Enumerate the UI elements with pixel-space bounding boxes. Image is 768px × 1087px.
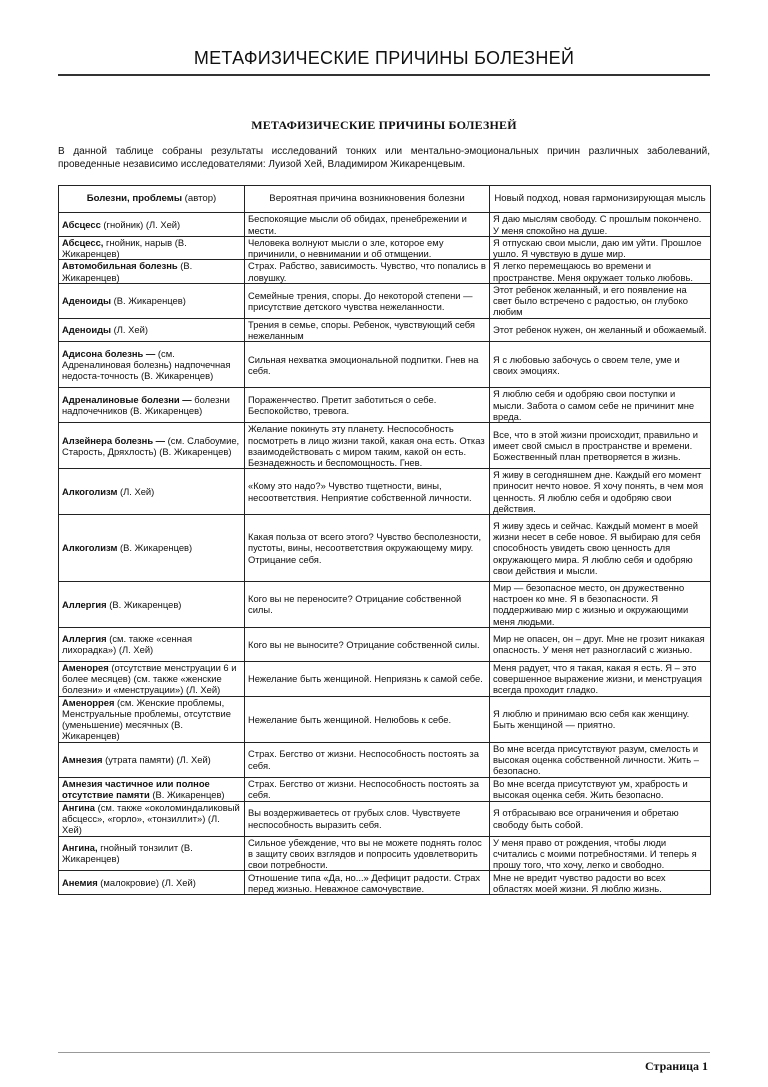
new-thought-cell: Мир — безопасное место, он дружественно настроен ко мне. Я в безопасности. Я поддерживаю мир с жизнью и окружающими меня людьми. xyxy=(490,582,711,628)
disease-name: Ангина xyxy=(62,801,95,813)
disease-name: Аденоиды xyxy=(62,295,112,307)
disease-cell xyxy=(59,777,245,801)
table-row xyxy=(59,582,711,628)
table-row xyxy=(59,237,711,260)
disease-author: (Л. Хей) xyxy=(111,324,148,336)
new-thought-cell: Мне не вредит чувство радости во всех областях моей жизни. Я люблю жизнь. xyxy=(490,871,711,895)
page-number: Страница 1 xyxy=(645,1059,708,1073)
cause-cell: Сильное убеждение, что вы не можете поднять голос в защиту своих взглядов и попросить удовлетворить свои потребности. xyxy=(245,836,490,871)
table-row xyxy=(59,801,711,836)
disease-author: (см. Женские проблемы, Менструальные проблемы, отсутствие (уменьшение) месячных (В. Жикаренцев) xyxy=(62,696,231,742)
intro-paragraph: В данной таблице собраны результаты исследований тонких или ментально-эмоциональных причин различных заболеваний, проведенные независимо исследователями: Луизой Хей, Владимиром Жикаренцевым. xyxy=(58,146,710,170)
disease-cell xyxy=(59,423,245,469)
disease-name: Аменорея xyxy=(62,662,109,674)
new-thought-cell: Этот ребенок нужен, он желанный и обожаемый. xyxy=(490,318,711,341)
table-row xyxy=(59,318,711,341)
new-thought-cell: Все, что в этой жизни происходит, правильно и имеет свой смысл в пространстве и времени. Божественный план претворяется в жизнь. xyxy=(490,423,711,469)
disease-cell xyxy=(59,260,245,283)
table-row xyxy=(59,469,711,515)
new-thought-cell: Во мне всегда присутствуют ум, храбрость и высокая оценка себя. Жить безопасно. xyxy=(490,777,711,801)
disease-author: (В. Жикаренцев) xyxy=(62,260,193,283)
disease-cell xyxy=(59,388,245,423)
new-thought-cell: Я люблю себя и одобряю свои поступки и мысли. Забота о самом себе не причинит мне вреда. xyxy=(490,388,711,423)
disease-name: Аденоиды xyxy=(62,324,112,336)
cause-cell: Страх. Бегство от жизни. Неспособность постоять за себя. xyxy=(245,777,490,801)
disease-cell xyxy=(59,342,245,388)
header-cause: Вероятная причина возникновения болезни xyxy=(245,186,490,213)
disease-author: гнойник, нарыв (В. Жикаренцев) xyxy=(62,237,187,260)
disease-cell xyxy=(59,871,245,895)
table-row xyxy=(59,515,711,582)
table-row xyxy=(59,742,711,777)
header-diseases-rest: (автор) xyxy=(182,193,217,205)
table-row xyxy=(59,871,711,895)
disease-cell xyxy=(59,801,245,836)
disease-name: Аменоррея xyxy=(62,696,115,708)
table-row xyxy=(59,213,711,237)
disease-author: (В. Жикаренцев) xyxy=(106,598,182,610)
cause-cell: Беспокоящие мысли об обидах, пренебрежении и мести. xyxy=(245,213,490,237)
disease-cell xyxy=(59,627,245,661)
disease-name: Аллергия xyxy=(62,598,107,610)
new-thought-cell: Меня радует, что я такая, какая я есть. Я – это совершенное выражение жизни, и менструация всегда проходит гладко. xyxy=(490,661,711,696)
table-row xyxy=(59,777,711,801)
table-row xyxy=(59,260,711,283)
disease-author: (В. Жикаренцев) xyxy=(149,789,225,801)
cause-cell: Желание покинуть эту планету. Неспособность посмотреть в лицо жизни такой, какая она есть. Отказ взаимодействовать с миром таким, какой он есть. Безнадежность и беспомощность. Гнев. xyxy=(245,423,490,469)
new-thought-cell: Я живу здесь и сейчас. Каждый момент в моей жизни несет в себе новое. Я выбираю для себя способность увидеть свою ценность для окружающего мира. Я люблю себя и одобряю свои действия и мысли. xyxy=(490,515,711,582)
header-diseases-bold: Болезни, проблемы xyxy=(86,193,183,205)
disease-cell xyxy=(59,661,245,696)
disease-name: Адреналиновые болезни — xyxy=(62,394,192,406)
disease-name: Анемия xyxy=(62,877,98,889)
table-row xyxy=(59,836,711,871)
new-thought-cell: Я отпускаю свои мысли, даю им уйти. Прошлое ушло. Я чувствую в душе мир. xyxy=(490,237,711,260)
cause-cell: «Кому это надо?» Чувство тщетности, вины, несоответствия. Неприятие собственной личности. xyxy=(245,469,490,515)
table-row xyxy=(59,661,711,696)
disease-author: (малокровие) (Л. Хей) xyxy=(97,877,196,889)
disease-cell xyxy=(59,469,245,515)
cause-cell: Человека волнуют мысли о зле, которое ему причинили, о невнимании и об отмщении. xyxy=(245,237,490,260)
new-thought-cell: Я живу в сегодняшнем дне. Каждый его момент приносит нечто новое. Я хочу понять, в чем моя ценность. Я люблю себя и одобряю свои действия. xyxy=(490,469,711,515)
header-new-thought: Новый подход, новая гармонизирующая мысль xyxy=(490,186,711,213)
table-row xyxy=(59,423,711,469)
header-rule xyxy=(58,74,710,76)
cause-cell: Пораженчество. Претит заботиться о себе. Беспокойство, тревога. xyxy=(245,388,490,423)
cause-cell: Вы воздерживаетесь от грубых слов. Чувствуете неспособность выразить себя. xyxy=(245,801,490,836)
cause-cell: Нежелание быть женщиной. Неприязнь к самой себе. xyxy=(245,661,490,696)
disease-name: Абсцесс xyxy=(62,218,101,230)
disease-author: (Л. Хей) xyxy=(117,486,155,498)
cause-cell: Сильная нехватка эмоциональной подпитки. Гнев на себя. xyxy=(245,342,490,388)
footer-rule xyxy=(58,1052,710,1053)
disease-author: гнойный тонзилит (В. Жикаренцев) xyxy=(62,842,193,865)
disease-name: Алзейнера болезнь — xyxy=(62,434,166,446)
diseases-table xyxy=(58,185,711,895)
table-row xyxy=(59,696,711,742)
disease-author: (В. Жикаренцев) xyxy=(117,542,193,554)
disease-cell xyxy=(59,515,245,582)
cause-cell: Кого вы не выносите? Отрицание собственной силы. xyxy=(245,627,490,661)
disease-name: Абсцесс, xyxy=(62,237,104,248)
new-thought-cell: У меня право от рождения, чтобы люди считались с моими потребностями. И теперь я прошу того, что хочу, легко и свободно. xyxy=(490,836,711,871)
disease-author: (см. также «околоминдаликовый абсцесс», «горло», «тонзиллит») (Л. Хей) xyxy=(62,801,240,836)
disease-cell xyxy=(59,213,245,237)
disease-cell xyxy=(59,836,245,871)
cause-cell: Страх. Рабство, зависимость. Чувство, что попались в ловушку. xyxy=(245,260,490,283)
new-thought-cell: Этот ребенок желанный, и его появление на свет было встречено с радостью, он глубоко любим xyxy=(490,283,711,318)
disease-author: (утрата памяти) (Л. Хей) xyxy=(102,754,211,766)
disease-author: (В. Жикаренцев) xyxy=(111,295,186,307)
disease-author: (гнойник) (Л. Хей) xyxy=(100,218,181,230)
cause-cell: Трения в семье, споры. Ребенок, чувствующий себя нежеланным xyxy=(245,318,490,341)
disease-name: Амнезия xyxy=(62,754,103,766)
page-header: МЕТАФИЗИЧЕСКИЕ ПРИЧИНЫ БОЛЕЗНЕЙ xyxy=(193,48,575,68)
new-thought-cell: Во мне всегда присутствуют разум, смелость и высокая оценка собственной личности. Жить – безопасно. xyxy=(490,742,711,777)
cause-cell: Семейные трения, споры. До некоторой степени — присутствие детского чувства нежеланности. xyxy=(245,283,490,318)
new-thought-cell: Я легко перемещаюсь во времени и пространстве. Меня окружает только любовь. xyxy=(490,260,711,283)
disease-cell xyxy=(59,742,245,777)
header-diseases xyxy=(59,186,245,213)
disease-name: Амнезия частичное или полное отсутствие памяти xyxy=(62,777,210,801)
new-thought-cell: Я с любовью забочусь о своем теле, уме и своих эмоциях. xyxy=(490,342,711,388)
disease-author: (см. Слабоумие, Старость, Дряхлость) (В. Жикаренцев) xyxy=(62,434,240,457)
disease-cell xyxy=(59,237,245,260)
table-header-row xyxy=(59,186,711,213)
new-thought-cell: Мир не опасен, он – друг. Мне не грозит никакая опасность. У меня нет разногласий с жизнью. xyxy=(490,627,711,661)
cause-cell: Страх. Бегство от жизни. Неспособность постоять за себя. xyxy=(245,742,490,777)
disease-author: (отсутствие менструации 6 и более месяцев) (см. также «женские болезни» и «менструации») (Л. Хей) xyxy=(62,662,237,696)
disease-cell xyxy=(59,582,245,628)
disease-cell xyxy=(59,283,245,318)
disease-author: (см. также «сенная лихорадка») (Л. Хей) xyxy=(62,633,193,656)
table-row xyxy=(59,283,711,318)
disease-name: Аллергия xyxy=(62,633,107,645)
new-thought-cell: Я даю мыслям свободу. С прошлым покончено. У меня спокойно на душе. xyxy=(490,213,711,237)
disease-cell xyxy=(59,696,245,742)
cause-cell: Какая польза от всего этого? Чувство бесполезности, пустоты, вины, несоответствия окружающему миру. Отрицание себя. xyxy=(245,515,490,582)
disease-name: Ангина, xyxy=(62,842,98,854)
disease-name: Алкоголизм xyxy=(62,542,118,554)
disease-name: Адисона болезнь — xyxy=(62,347,156,359)
cause-cell: Нежелание быть женщиной. Нелюбовь к себе. xyxy=(245,696,490,742)
disease-cell xyxy=(59,318,245,341)
disease-name: Алкоголизм xyxy=(62,486,118,498)
cause-cell: Отношение типа «Да, но...» Дефицит радости. Страх перед жизнью. Неважное самочувствие. xyxy=(245,871,490,895)
table-row xyxy=(59,388,711,423)
cause-cell: Кого вы не переносите? Отрицание собственной силы. xyxy=(245,582,490,628)
disease-author: (см. Адреналиновая болезнь) надпочечная недоста-точность (В. Жикаренцев) xyxy=(62,347,231,382)
table-row xyxy=(59,342,711,388)
table-row xyxy=(59,627,711,661)
new-thought-cell: Я отбрасываю все ограничения и обретаю свободу быть собой. xyxy=(490,801,711,836)
disease-author: болезни надпочечников (В. Жикаренцев) xyxy=(62,394,230,417)
new-thought-cell: Я люблю и принимаю всю себя как женщину. Быть женщиной — приятно. xyxy=(490,696,711,742)
disease-name: Автомобильная болезнь xyxy=(62,260,178,272)
document-title: МЕТАФИЗИЧЕСКИЕ ПРИЧИНЫ БОЛЕЗНЕЙ xyxy=(251,118,517,132)
